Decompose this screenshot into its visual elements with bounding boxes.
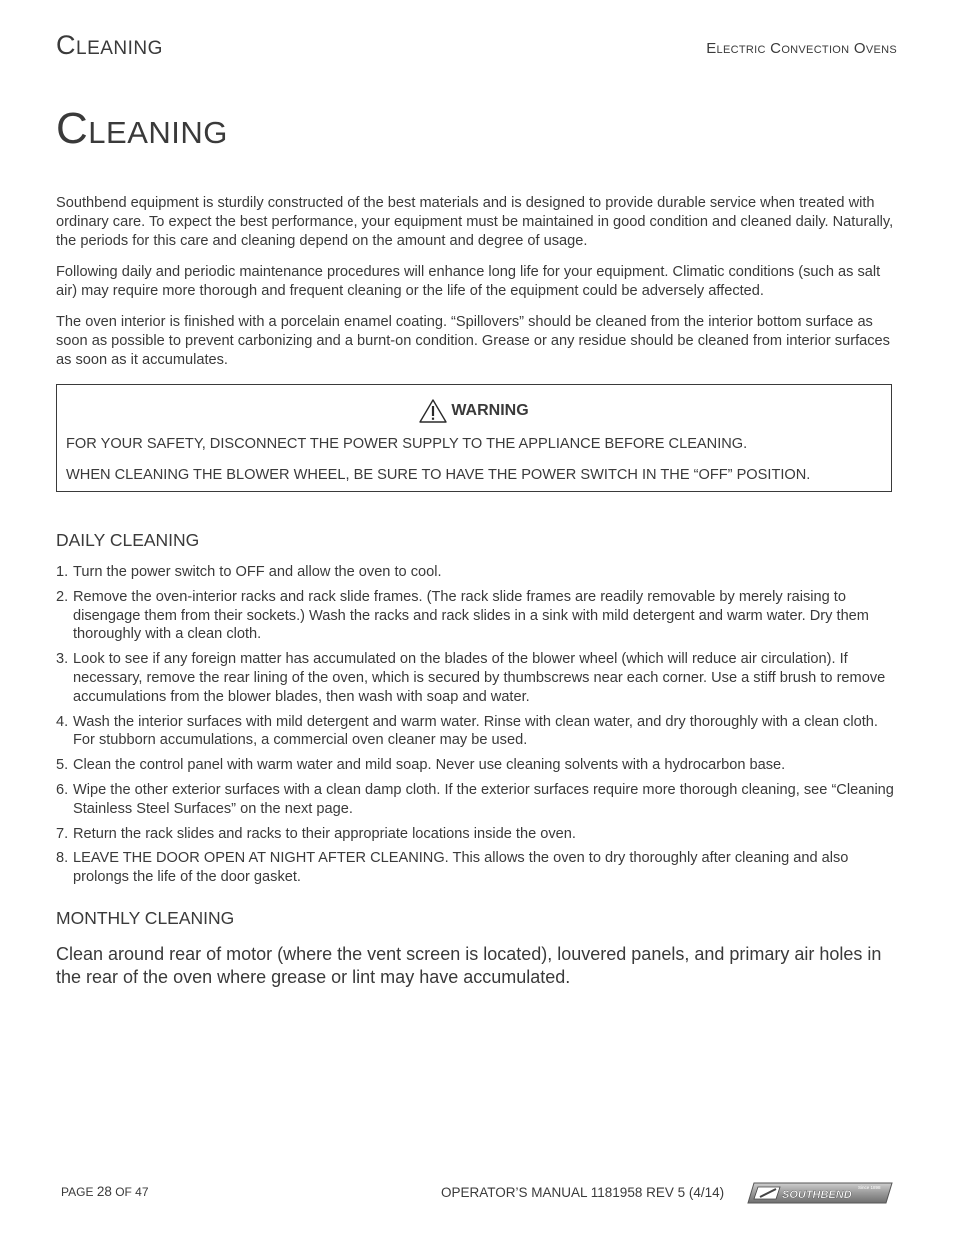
warning-line: WHEN CLEANING THE BLOWER WHEEL, BE SURE TO HAVE THE POWER SWITCH IN THE “OFF” POSITION. — [66, 467, 811, 483]
svg-text:SOUTHBEND: SOUTHBEND — [782, 1189, 852, 1201]
list-item: 8. LEAVE THE DOOR OPEN AT NIGHT AFTER CLEANING. This allows the oven to dry thoroughly after cleaning and also prolongs the life of the door gasket. — [56, 850, 849, 886]
intro-paragraph: The oven interior is finished with a porcelain enamel coating. “Spillovers” should be cleaned from the interior bottom surface as soon as possible to prevent carbonizing and a burnt-on condition. Grease or any residue should be cleaned from interior surfaces as soon as it accumulates. — [56, 314, 890, 368]
list-item: 3. Look to see if any foreign matter has accumulated on the blades of the blower wheel (which will reduce air circulation). If necessary, remove the rear lining of the oven, which is secured by thumbscrews near each corner. Use a stiff brush to remove accumulations from the blower blades, then wash with soap and water. — [56, 651, 886, 705]
warning-triangle-icon — [419, 399, 447, 423]
intro-paragraph: Following daily and periodic maintenance procedures will enhance long life for your equipment. Climatic conditions (such as salt air) may require more thorough and frequent cleaning or the life of the equipment could be adversely affected. — [56, 264, 881, 299]
page-number: PAGE 28 OF 47 — [61, 1184, 149, 1199]
intro-text — [56, 194, 898, 382]
list-item: 1. Turn the power switch to OFF and allow the oven to cool. — [56, 564, 442, 580]
daily-cleaning-heading: DAILY CLEANING — [56, 530, 200, 550]
list-item: 6. Wipe the other exterior surfaces with a clean damp cloth. If the exterior surfaces require more thorough cleaning, see “Cleaning Stainless Steel Surfaces” on the next page. — [56, 781, 894, 817]
svg-text:Since 1898: Since 1898 — [858, 1185, 881, 1190]
warning-title: WARNING — [451, 402, 529, 419]
list-item: 7. Return the rack slides and racks to their appropriate locations inside the oven. — [56, 825, 576, 842]
page-title: Cleaning — [56, 104, 228, 153]
warning-line: FOR YOUR SAFETY, DISCONNECT THE POWER SUPPLY TO THE APPLIANCE BEFORE CLEANING. — [66, 436, 748, 452]
list-item: 5. Clean the control panel with warm water and mild soap. Never use cleaning solvents with a hydrocarbon base. — [56, 757, 786, 774]
manual-reference: OPERATOR’S MANUAL 1181958 REV 5 (4/14) — [441, 1185, 725, 1200]
running-header-product: Electric Convection Ovens — [706, 40, 897, 57]
monthly-cleaning-text: Clean around rear of motor (where the vent screen is located), louvered panels, and primary air holes in the rear of the oven where grease or lint may have accumulated. — [56, 944, 882, 987]
monthly-cleaning-heading: MONTHLY CLEANING — [56, 908, 235, 928]
running-header-section: Cleaning — [56, 30, 163, 60]
southbend-logo — [746, 1181, 894, 1205]
list-item: 2. Remove the oven-interior racks and rack slide frames. (The rack slide frames are readily removable by merely raising to disengage them from their sockets.) Wash the racks and rack slides in a sink with mild detergent and warm water. Dry them thoroughly with a clean cloth. — [56, 588, 869, 643]
intro-paragraph: Southbend equipment is sturdily constructed of the best materials and is designed to provide durable service when treated with ordinary care. To expect the best performance, your equipment must be maintained in good condition and cleaned daily. Naturally, the periods for this care and cleaning depend on the amount and degree of usage. — [56, 195, 894, 249]
warning-box — [56, 384, 892, 492]
list-item: 4. Wash the interior surfaces with mild detergent and warm water. Rinse with clean water, and dry thoroughly with a clean cloth. For stubborn accumulations, a commercial oven cleaner may be used. — [56, 713, 878, 749]
warning-heading — [66, 399, 882, 423]
daily-cleaning-list — [56, 563, 898, 893]
